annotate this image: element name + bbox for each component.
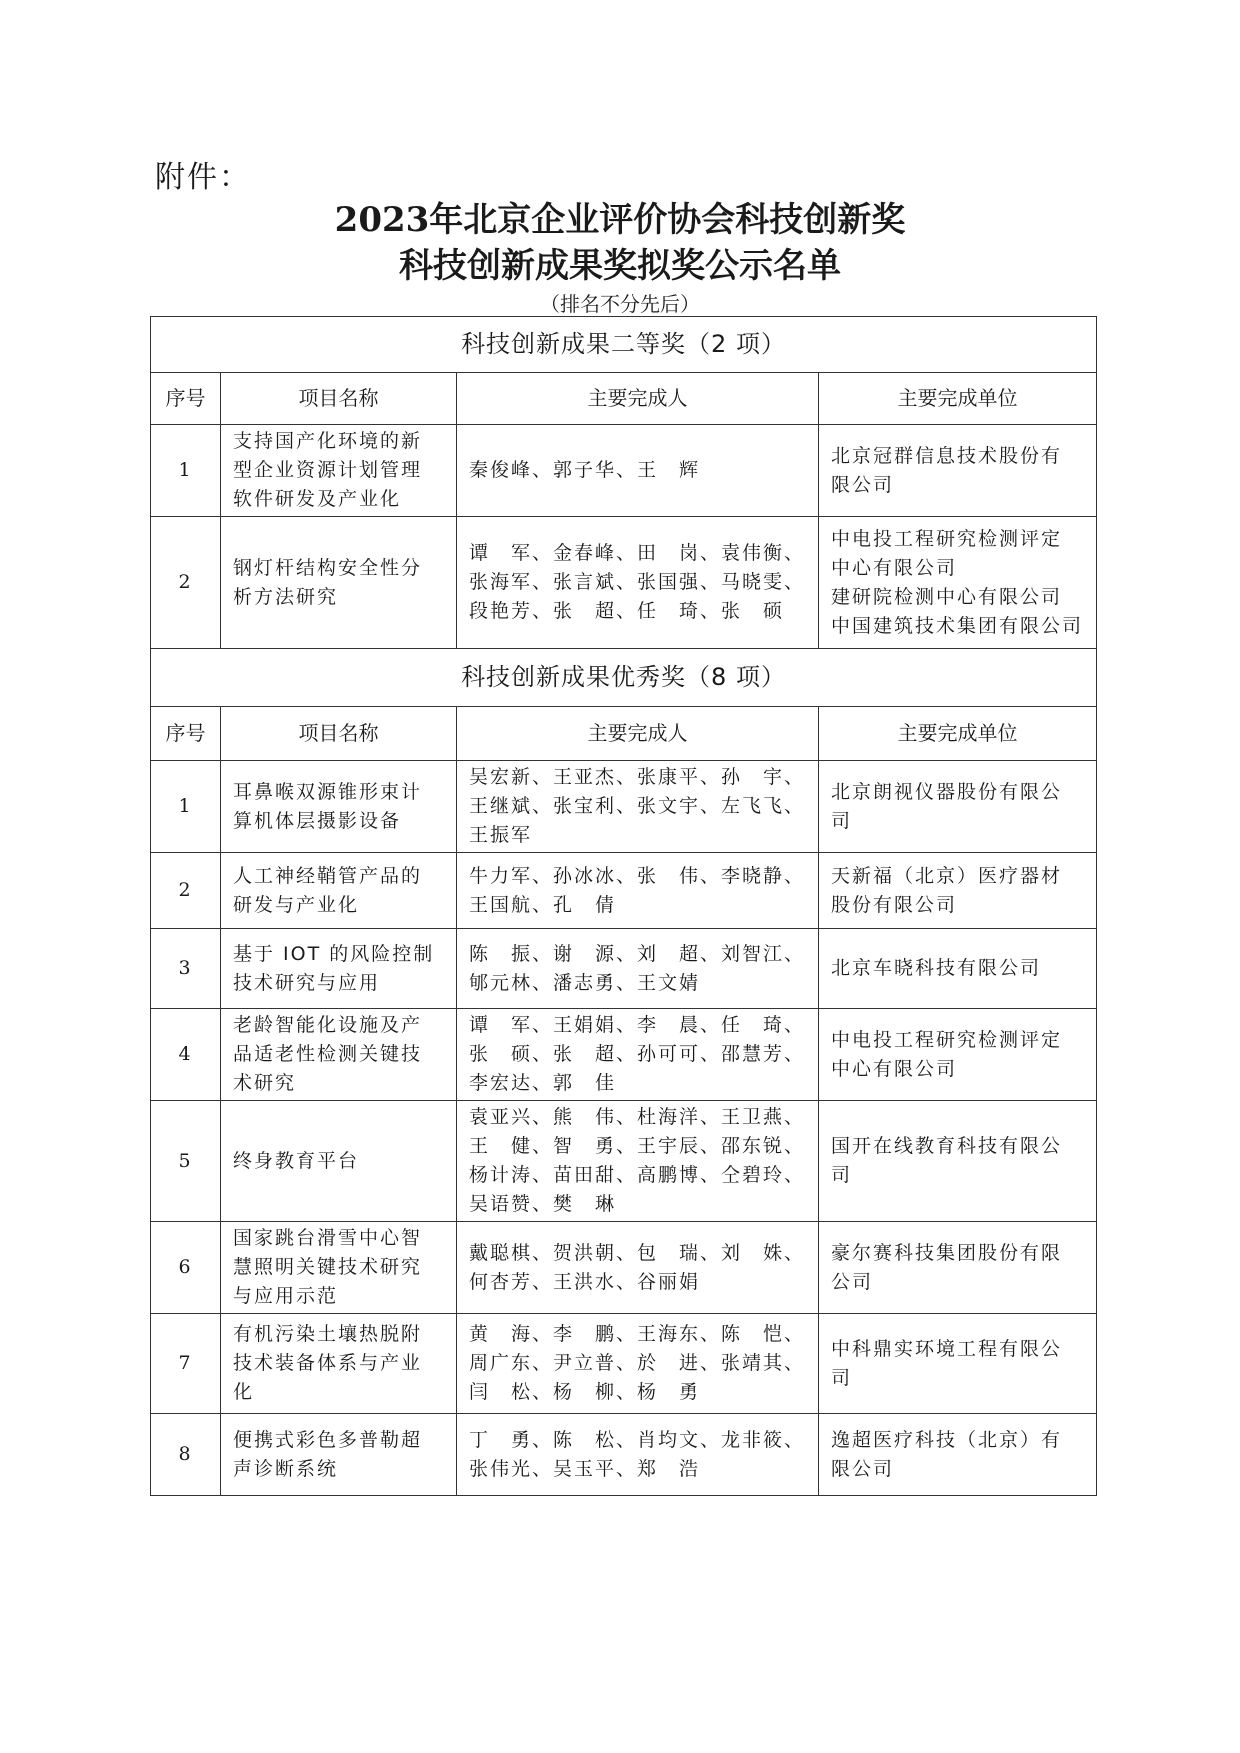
table-row	[151, 929, 1097, 1009]
cell-name	[221, 517, 457, 649]
cell-line: 陈 振、谢 源、刘 超、刘智江、	[469, 942, 806, 965]
cell-units	[819, 1414, 1097, 1496]
cell-name	[221, 1101, 457, 1222]
cell-line: 王国航、孔 倩	[469, 893, 617, 916]
cell-people	[457, 517, 819, 649]
cell-line: 支持国产化环境的新	[233, 430, 423, 452]
cell-line: 股份有限公司	[831, 893, 958, 916]
cell-line: 耳鼻喉双源锥形束计	[233, 780, 423, 803]
cell-line: 终身教育平台	[233, 1149, 360, 1172]
cell-units	[819, 1314, 1097, 1414]
cell-people	[457, 1414, 819, 1496]
table-row	[151, 1414, 1097, 1496]
cell-line: 基于 IOT 的风险控制	[233, 942, 435, 965]
cell-units	[819, 1009, 1097, 1101]
cell-line: 建研院检测中心有限公司	[831, 585, 1063, 608]
cell-seq: 5	[151, 1101, 221, 1222]
cell-line: 声诊断系统	[233, 1457, 339, 1480]
table-header-row	[151, 707, 1097, 761]
cell-line: 中心有限公司	[831, 1057, 958, 1080]
cell-name	[221, 929, 457, 1009]
cell-line: 逸超医疗科技（北京）有	[831, 1428, 1063, 1451]
cell-line: 豪尔赛科技集团股份有限	[831, 1241, 1063, 1264]
cell-line: 北京车晓科技有限公司	[831, 957, 1042, 979]
table-row	[151, 1009, 1097, 1101]
cell-line: 北京朗视仪器股份有限公	[831, 780, 1063, 803]
section-title-row	[151, 317, 1097, 373]
cell-line: 周广东、尹立普、於 进、张靖其、	[469, 1352, 806, 1374]
cell-line: 闫 松、杨 柳、杨 勇	[469, 1381, 701, 1403]
cell-seq: 1	[151, 761, 221, 853]
cell-name	[221, 1414, 457, 1496]
cell-line: 中电投工程研究检测评定	[831, 1028, 1063, 1051]
cell-seq: 7	[151, 1314, 221, 1414]
cell-line: 张海军、张言斌、张国强、马晓雯、	[469, 571, 806, 593]
cell-line: 国开在线教育科技有限公	[831, 1135, 1063, 1157]
cell-line: 钢灯杆结构安全性分	[233, 556, 423, 579]
cell-line: 析方法研究	[233, 585, 339, 608]
cell-line: 技术装备体系与产业	[233, 1352, 423, 1374]
cell-line: 牛力军、孙冰冰、张 伟、李晓静、	[469, 864, 806, 887]
cell-line: 限公司	[831, 1457, 895, 1480]
award-table	[150, 316, 1097, 1496]
cell-seq: 3	[151, 929, 221, 1009]
cell-line: 研发与产业化	[233, 893, 360, 916]
column-header-seq: 序号	[151, 373, 221, 425]
cell-line: 与应用示范	[233, 1285, 339, 1307]
cell-line: 老龄智能化设施及产	[233, 1014, 423, 1036]
table-row	[151, 425, 1097, 517]
page-title-line1: 2023年北京企业评价协会科技创新奖	[334, 200, 906, 240]
cell-line: 有机污染土壤热脱附	[233, 1323, 423, 1345]
cell-line: 便携式彩色多普勒超	[233, 1428, 423, 1451]
cell-people	[457, 1314, 819, 1414]
cell-name	[221, 1222, 457, 1314]
cell-line: 北京冠群信息技术股份有	[831, 444, 1063, 467]
cell-seq: 1	[151, 425, 221, 517]
cell-people	[457, 1101, 819, 1222]
cell-name	[221, 1009, 457, 1101]
cell-line: 王 健、智 勇、王宇辰、邵东锐、	[469, 1135, 806, 1157]
table-row	[151, 1101, 1097, 1222]
cell-line: 中科鼎实环境工程有限公	[831, 1337, 1063, 1360]
cell-units	[819, 1222, 1097, 1314]
cell-line: 人工神经鞘管产品的	[233, 864, 423, 887]
cell-line: 化	[233, 1381, 255, 1403]
table-row	[151, 1314, 1097, 1414]
cell-line: 术研究	[233, 1072, 297, 1094]
cell-units	[819, 425, 1097, 517]
cell-line: 司	[831, 809, 853, 832]
cell-line: 李宏达、郭 佳	[469, 1072, 617, 1094]
cell-people	[457, 1009, 819, 1101]
cell-seq: 6	[151, 1222, 221, 1314]
cell-units	[819, 853, 1097, 929]
cell-line: 郇元林、潘志勇、王文婧	[469, 971, 701, 994]
cell-line: 技术研究与应用	[233, 971, 381, 994]
section-title: 科技创新成果二等奖（2 项）	[151, 317, 1097, 373]
cell-line: 型企业资源计划管理	[233, 459, 423, 481]
cell-line: 司	[831, 1164, 853, 1186]
cell-line: 何杏芳、王洪水、谷丽娟	[469, 1270, 701, 1293]
cell-line: 丁 勇、陈 松、肖均文、龙非筱、	[469, 1428, 806, 1451]
table-row	[151, 1222, 1097, 1314]
cell-people	[457, 761, 819, 853]
section-title: 科技创新成果优秀奖（8 项）	[151, 649, 1097, 707]
cell-line: 黄 海、李 鹏、王海东、陈 恺、	[469, 1323, 806, 1345]
column-header-people: 主要完成人	[457, 707, 819, 761]
table-row	[151, 761, 1097, 853]
cell-line: 中电投工程研究检测评定	[831, 527, 1063, 550]
cell-line: 国家跳台滑雪中心智	[233, 1227, 423, 1249]
section-title-row	[151, 649, 1097, 707]
attachment-label: 附件：	[155, 160, 251, 195]
cell-line: 吴语赞、樊 琳	[469, 1193, 617, 1215]
cell-line: 杨计涛、苗田甜、高鹏博、仝碧玲、	[469, 1164, 806, 1186]
page-subtitle: （排名不分先后）	[540, 292, 700, 316]
cell-line: 中国建筑技术集团有限公司	[831, 614, 1084, 637]
column-header-units: 主要完成单位	[819, 373, 1097, 425]
cell-line: 王振军	[469, 824, 533, 846]
cell-units	[819, 929, 1097, 1009]
cell-line: 张 硕、张 超、孙可可、邵慧芳、	[469, 1043, 806, 1065]
cell-line: 秦俊峰、郭子华、王 辉	[469, 459, 701, 481]
column-header-people: 主要完成人	[457, 373, 819, 425]
cell-name	[221, 425, 457, 517]
column-header-name: 项目名称	[221, 373, 457, 425]
cell-line: 软件研发及产业化	[233, 488, 402, 510]
cell-line: 戴聪棋、贺洪朝、包 瑞、刘 姝、	[469, 1241, 806, 1264]
cell-units	[819, 761, 1097, 853]
table-row	[151, 853, 1097, 929]
cell-people	[457, 853, 819, 929]
cell-name	[221, 1314, 457, 1414]
cell-name	[221, 853, 457, 929]
table-header-row	[151, 373, 1097, 425]
cell-line: 慧照明关键技术研究	[233, 1256, 423, 1278]
cell-seq: 8	[151, 1414, 221, 1496]
cell-line: 公司	[831, 1270, 874, 1293]
cell-people	[457, 929, 819, 1009]
cell-people	[457, 1222, 819, 1314]
cell-units	[819, 1101, 1097, 1222]
column-header-seq: 序号	[151, 707, 221, 761]
cell-line: 司	[831, 1366, 853, 1389]
cell-units	[819, 517, 1097, 649]
cell-seq: 2	[151, 517, 221, 649]
cell-line: 限公司	[831, 473, 895, 496]
cell-line: 谭 军、王娟娟、李 晨、任 琦、	[469, 1014, 806, 1036]
cell-line: 吴宏新、王亚杰、张康平、孙 宇、	[469, 766, 806, 788]
cell-line: 品适老性检测关键技	[233, 1043, 423, 1065]
cell-seq: 4	[151, 1009, 221, 1101]
cell-line: 张伟光、吴玉平、郑 浩	[469, 1457, 701, 1480]
cell-seq: 2	[151, 853, 221, 929]
column-header-name: 项目名称	[221, 707, 457, 761]
cell-line: 天新福（北京）医疗器材	[831, 864, 1063, 887]
cell-people	[457, 425, 819, 517]
cell-line: 谭 军、金春峰、田 岗、袁伟衡、	[469, 542, 806, 564]
table-row	[151, 517, 1097, 649]
cell-line: 算机体层摄影设备	[233, 809, 402, 832]
cell-line: 中心有限公司	[831, 556, 958, 579]
cell-line: 段艳芳、张 超、任 琦、张 硕	[469, 600, 785, 622]
cell-line: 袁亚兴、熊 伟、杜海洋、王卫燕、	[469, 1106, 806, 1128]
cell-line: 王继斌、张宝利、张文宇、左飞飞、	[469, 795, 806, 817]
cell-name	[221, 761, 457, 853]
page-title-line2: 科技创新成果奖拟奖公示名单	[399, 246, 841, 286]
column-header-units: 主要完成单位	[819, 707, 1097, 761]
